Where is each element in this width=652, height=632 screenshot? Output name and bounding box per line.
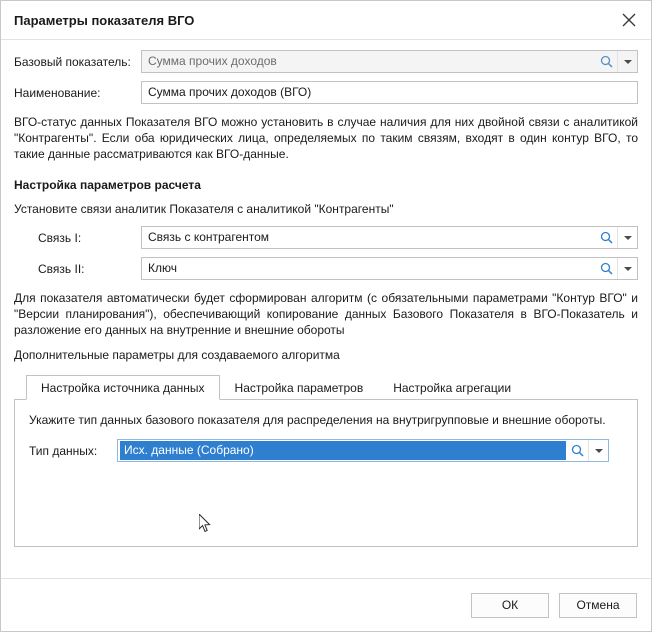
caret-shape bbox=[624, 60, 632, 64]
title-bar bbox=[1, 1, 651, 40]
tab-panel-description: Укажите тип данных базового показателя для распределения на внутригрупповые и внешние обороты. bbox=[29, 413, 606, 427]
base-indicator-field[interactable] bbox=[141, 50, 638, 73]
link1-value: Связь с контрагентом bbox=[148, 230, 270, 244]
dialog-footer bbox=[1, 578, 651, 631]
tab-data-source[interactable]: Настройка источника данных bbox=[26, 375, 220, 400]
tab-parameters[interactable]: Настройка параметров bbox=[234, 381, 364, 395]
chevron-down-icon[interactable] bbox=[588, 440, 608, 461]
caret-shape bbox=[624, 236, 632, 240]
extra-params-text: Дополнительные параметры для создаваемого алгоритма bbox=[14, 348, 340, 362]
chevron-down-icon[interactable] bbox=[617, 51, 637, 72]
page-title: Параметры показателя ВГО bbox=[14, 12, 195, 28]
caret-shape bbox=[595, 449, 603, 453]
cancel-button[interactable]: Отмена bbox=[559, 593, 637, 618]
link2-label: Связь II: bbox=[38, 261, 85, 276]
link2-field[interactable] bbox=[141, 257, 638, 280]
search-icon[interactable] bbox=[595, 51, 617, 72]
data-type-value: Исх. данные (Собрано) bbox=[120, 441, 566, 460]
tabstrip bbox=[14, 374, 638, 400]
link2-value: Ключ bbox=[148, 261, 177, 275]
link1-label: Связь I: bbox=[38, 230, 82, 245]
link1-field[interactable] bbox=[141, 226, 638, 249]
name-row bbox=[14, 81, 638, 104]
tabs-container bbox=[14, 374, 638, 547]
close-icon[interactable] bbox=[611, 5, 647, 35]
chevron-down-icon[interactable] bbox=[617, 227, 637, 248]
data-type-field[interactable] bbox=[117, 439, 609, 462]
link2-row bbox=[14, 257, 638, 280]
data-type-row bbox=[29, 439, 623, 462]
name-label: Наименование: bbox=[14, 85, 101, 100]
caret-shape bbox=[624, 267, 632, 271]
tab-aggregation[interactable]: Настройка агрегации bbox=[393, 381, 512, 395]
name-input[interactable] bbox=[141, 81, 638, 104]
base-indicator-label: Базовый показатель: bbox=[14, 54, 131, 69]
settings-section-title: Настройка параметров расчета bbox=[14, 178, 201, 192]
algorithm-description: Для показателя автоматически будет сформирован алгоритм (с обязательными параметрами "Контур ВГО" и "Версии планирования"), обеспечивающий копирование данных Базового Показателя в ВГО-Показатель и разложение его данных на внутренние и внешние обороты bbox=[14, 291, 638, 337]
dialog-content bbox=[1, 40, 651, 578]
search-icon[interactable] bbox=[595, 258, 617, 279]
link1-row bbox=[14, 226, 638, 249]
links-hint: Установите связи аналитик Показателя с аналитикой "Контрагенты" bbox=[14, 202, 394, 216]
tab-panel-data-source bbox=[14, 399, 638, 547]
search-icon[interactable] bbox=[595, 227, 617, 248]
base-indicator-value: Сумма прочих доходов bbox=[148, 54, 277, 68]
name-value: Сумма прочих доходов (ВГО) bbox=[148, 85, 312, 99]
vgo-description: ВГО-статус данных Показателя ВГО можно установить в случае наличия для них двойной связи с аналитикой "Контрагенты". Если оба юридических лица, определяемых по таким связям, входят в один контур ВГО, то такие данные рассматриваются как ВГО-данные. bbox=[14, 115, 638, 161]
chevron-down-icon[interactable] bbox=[617, 258, 637, 279]
data-type-label: Тип данных: bbox=[29, 443, 98, 458]
search-icon[interactable] bbox=[566, 440, 588, 461]
base-indicator-row bbox=[14, 50, 638, 73]
ok-button[interactable]: ОК bbox=[471, 593, 549, 618]
